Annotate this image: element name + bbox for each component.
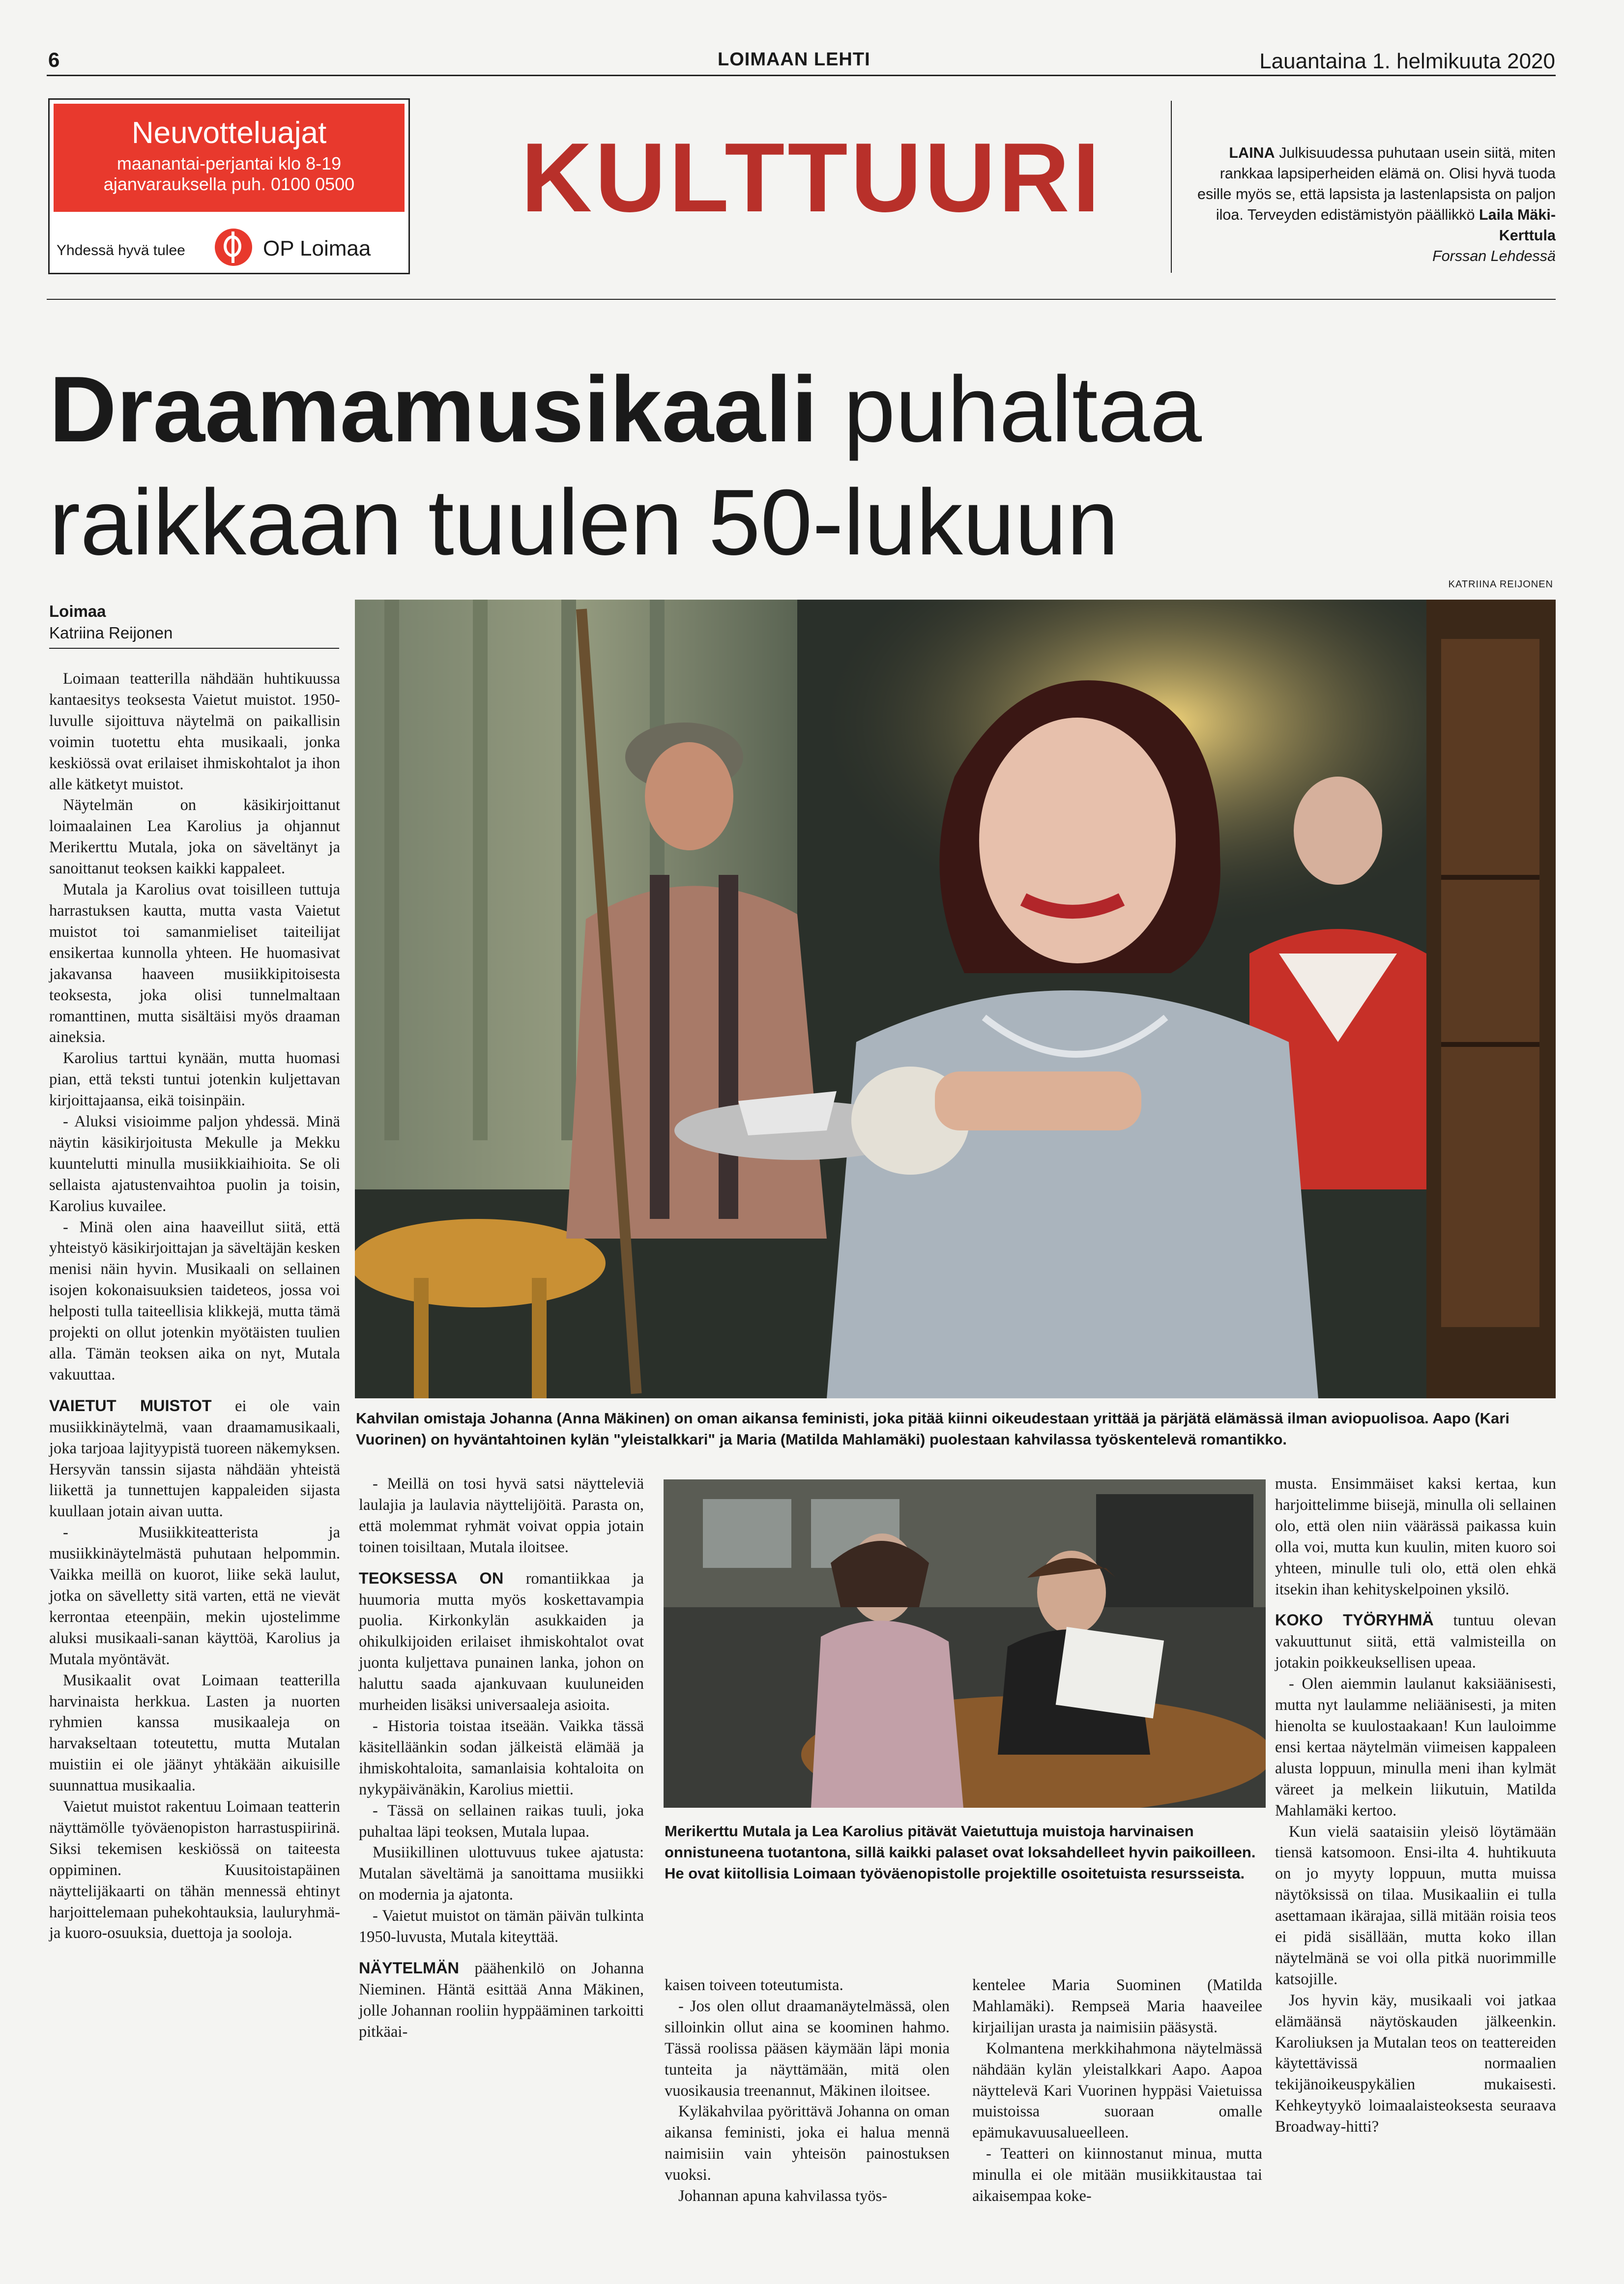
col5-lead: KOKO TYÖRYHMÄ xyxy=(1275,1611,1434,1629)
headline-line2: raikkaan tuulen 50-lukuun xyxy=(49,470,1119,575)
col4-p3: - Teatteri on kiinnostanut minua, mutta minulla ei ole mitään musiikkitaustaa tai aikaisempaa koke- xyxy=(972,2145,1262,2205)
ad-phone: ajanvarauksella puh. 0100 0500 xyxy=(103,174,355,194)
col2-p6: - Vaietut muistot on tämän päivän tulkinta 1950-luvusta, Mutala kiteyttää. xyxy=(359,1907,644,1946)
second-photo-caption: Merikerttu Mutala ja Lea Karolius pitävät Vaietuttuja muistoja harvinaisen onnistuneena tuotantona, sillä kaikki palaset ovat loksahdelleet hyvin paikoilleen. He ovat kiitollisia Loimaan työväenopistolle projektille osoitetuista resursseista. xyxy=(665,1822,1256,1882)
col1-p8: - Musiikkiteatterista ja musiikkinäytelmästä puhutaan helpommin. Vaikka meillä on kuorot, liike sekä laulut, jotka on sävelletty sitä varten, että ne vievät kerrontaa eteenpäin, mekin ujostelimme aluksi musikaali-sanan käyttöä, Karolius ja Mutala myöntävät. xyxy=(49,1524,340,1668)
col3-p2: - Jos olen ollut draamanäytelmässä, olen silloinkin ollut aina se koominen hahmo. Tässä roolissa pääsen käymään läpi monia tunteita ja näyttämään, mitä olen vuosikausia treenannut, Mäkinen iloitsee. xyxy=(665,1997,950,2100)
column-4 xyxy=(972,1975,1262,2207)
ad-red-banner xyxy=(54,104,405,212)
col5-p5: Jos hyvin käy, musikaali voi jatkaa elämäänsä näytöskauden jälkeenkin. Karoliuksen ja Mutalan teos on teattereiden käytettävissä normaalien tekijänoikeuspykälien mukaisesti. Kehkeytyykö loimaalaisteoksesta seuraava Broadway-hitti? xyxy=(1275,1991,1556,2136)
col1-p5: - Aluksi visioimme paljon yhdessä. Minä näytin käsikirjoitusta Mekulle ja Mekku kuuntelutti minulla musiikkiaihioita. Se oli sellaista ajatustenvaihtoa puolin ja toisin, Karolius kuvailee. xyxy=(49,1113,340,1215)
quote-lead: LAINA xyxy=(1229,145,1275,161)
col1-p6: - Minä olen aina haaveillut siitä, että yhteistyö käsikirjoittajan ja säveltäjän kesken menisi näin hyvin. Musikaali on sellainen isojen kokonaisuuksien taideteos, jossa voi helposti tulla taiteellisia klikkejä, mutta tämä projekti on ollut jotenkin myötäisten tuulien alla. Tämän teoksen aika on nyt, Mutala vakuuttaa. xyxy=(49,1218,340,1384)
byline-place: Loimaa xyxy=(49,602,106,620)
photo-credit: KATRIINA REIJONEN xyxy=(1448,579,1553,590)
quote-author: Laila Mäki-Kerttula xyxy=(1479,206,1556,244)
op-logo-icon xyxy=(215,229,252,266)
column-2 xyxy=(359,1474,644,2043)
col1-lead: VAIETUT MUISTOT xyxy=(49,1396,212,1415)
byline xyxy=(49,601,173,644)
second-photo xyxy=(664,1479,1266,1808)
byline-rule xyxy=(49,648,339,649)
col1-p2: Näytelmän on käsikirjoittanut loimaalainen Lea Karolius ja ohjannut Merikerttu Mutala, joka on säveltänyt ja sanoittanut teoksen kaikki kappaleet. xyxy=(49,796,340,878)
col1-p10: Vaietut muistot rakentuu Loimaan teatterin näyttämölle työväenopiston harrastuspiirinä. Siksi tekemisen keskiössä on taiteesta oppiminen. Kuusitoistapäinen näyttelijäkaarti on tähän mennessä ehtinyt harjoittelemaan puhekohtauksia, lauluryhmä- ja kuoro-osuuksia, duettoja ja sooloja. xyxy=(49,1798,340,1942)
col5-p3: - Olen aiemmin laulanut kaksiäänisesti, mutta nyt laulamme neliäänisesti, ja miten hienolta se kuulostaakaan! Kun lauloimme ensi kertaa näytelmän viimeisen kappaleen alusta loppuun, minulla meni ihan kylmät väreet ja melkein liikutuin, Matilda Mahlamäki kertoo. xyxy=(1275,1675,1556,1820)
col3-p1: kaisen toiveen toteutumista. xyxy=(665,1976,843,1994)
column-3 xyxy=(665,1975,950,2207)
col2-lead: TEOKSESSA ON xyxy=(359,1569,504,1587)
col3-p4: Johannan apuna kahvilassa työs- xyxy=(678,2187,888,2205)
col5-p2: tuntuu olevan vakuuttunut siitä, että valmisteilla on jotakin poikkeuksellisen upeaa. xyxy=(1275,1612,1557,1672)
ad-brand: OP Loimaa xyxy=(263,236,371,260)
col5-p4: Kun vielä saataisiin yleisö löytämään tiensä katsomoon. Ensi-ilta 4. huhtikuuta on jo myyty loppuun, mutta muissa näytöksissä on tilaa. Musikaaliin ei tulla asettamaan ikärajaa, sillä mitään roisia teos ei pidä sisällään, mutta koko illan näytelmänä se voi olla pitkä nuorimmille katsojille. xyxy=(1275,1822,1556,1988)
headline-bold: Draamamusikaali xyxy=(49,357,818,462)
col1-p4: Karolius tarttui kynään, mutta huomasi pian, että teksti tuntui jotenkin kuljettavan kirjoittajaansa, eikä toisinpäin. xyxy=(49,1049,340,1110)
section-divider xyxy=(1171,101,1172,273)
col1-p7: ei ole vain musiikkinäytelmä, vaan draamamusikaali, joka tarjoaa lajityypistä tuoreen näkemyksen. Hersyvän tanssin sijasta nähdään yhteistä liikettä ja tunnettujen kappaleiden sijasta kuullaan jotain aivan uutta. xyxy=(49,1397,341,1521)
quote-box xyxy=(1189,143,1556,266)
col2-p2: romantiikkaa ja huumoria mutta myös koskettavampia puolia. Kirkonkylän asukkaiden ja ohikulkijoiden erilaiset ihmiskohtalot ovat juonta kuljettava punainen lanka, johon on haluttu saada ajankuvaan kuuluneiden murheiden lisäksi universaaleja asioita. xyxy=(359,1569,644,1714)
ad-title: Neuvotteluajat xyxy=(131,116,327,150)
col2-p7: päähenkilö on Johanna Nieminen. Häntä esittää Anna Mäkinen, jolle Johannan rooliin hyppääminen tarkoitti pitkäai- xyxy=(359,1959,644,2041)
quote-text: Julkisuudessa puhutaan usein siitä, miten rankkaa lapsiperheiden elämä on. Olisi hyvä tuoda esille myös se, että lapsista ja lastenlapsista on paljon iloa. Terveyden edistämistyön päällikkö xyxy=(1197,145,1556,223)
main-photo-caption: Kahvilan omistaja Johanna (Anna Mäkinen) on oman aikansa feministi, joka pitää kiinni oikeudestaan yrittää ja pärjätä elämässä ilman aviopuolisoa. Aapo (Kari Vuorinen) on hyväntahtoinen kylän "yleistalkkari" ja Maria (Matilda Mahlamäki) puolestaan kahvilassa työskentelevä romantikko. xyxy=(356,1410,1509,1448)
section-title: KULTTUURI xyxy=(521,123,1103,232)
headline-rest: puhaltaa xyxy=(843,357,1202,462)
column-1 xyxy=(49,668,340,1944)
col4-p1: kentelee Maria Suominen (Matilda Mahlamäki). Rempseä Maria haaveilee kirjailijan urasta ja naimisiin pääsystä. xyxy=(972,1976,1262,2036)
col2-lead-2: NÄYTELMÄN xyxy=(359,1959,460,1977)
col1-p3: Mutala ja Karolius ovat toisilleen tuttuja harrastuksen kautta, mutta vasta Vaietut muistot toi samanmieliset taiteilijat ensikertaa kunnolla yhteen. He huomasivat jakavansa haaveen musiikkipitoisesta teoksesta, joka olisi tunnelmaltaan romanttinen, mutta sisältäisi myös draaman aineksia. xyxy=(49,881,340,1046)
column-5 xyxy=(1275,1474,1556,2138)
ad-hours: maanantai-perjantai klo 8-19 xyxy=(116,153,342,173)
top-section-rule xyxy=(47,299,1556,300)
byline-author: Katriina Reijonen xyxy=(49,624,173,642)
page-number: 6 xyxy=(48,48,60,71)
col2-p4: - Tässä on sellainen raikas tuuli, joka puhaltaa läpi teoksen, Mutala lupaa. xyxy=(359,1801,644,1841)
col2-p5: Musiikillinen ulottuvuus tukee ajatusta: Mutalan säveltämä ja sanoittama musiikki on modernia ja ajatonta. xyxy=(359,1844,644,1904)
ad-slogan: Yhdessä hyvä tulee xyxy=(57,242,185,259)
issue-date: Lauantaina 1. helmikuuta 2020 xyxy=(1259,49,1555,73)
headline xyxy=(49,353,1202,579)
col1-p9: Musikaalit ovat Loimaan teatterilla harvinaista herkkua. Lasten ja nuorten ryhmien kanssa musikaaleja on harvakseltaan toteutettu, mutta Mutalan muistiin ei ole jäänyt yhtäkään aikuisille suunnattua musikaalia. xyxy=(49,1671,340,1795)
main-photo xyxy=(355,600,1556,1398)
quote-source: Forssan Lehdessä xyxy=(1432,248,1556,264)
op-advertisement xyxy=(48,98,410,274)
col2-p1: - Meillä on tosi hyvä satsi näytteleviä laulajia ja laulavia näyttelijöitä. Parasta on, että molemmat ryhmät voivat oppia jotain toinen toisiltaan, Mutala iloitsee. xyxy=(359,1475,644,1556)
header-rule xyxy=(47,75,1556,76)
col1-p1: Loimaan teatterilla nähdään huhtikuussa kantaesitys teoksesta Vaietut muistot. 1950-luvulle sijoittuva näytelmä on paikallisin voimin tuotettu ehta musikaali, jonka keskiössä ovat erilaiset ihmiskohtalot ja ihon alle kätketyt muistot. xyxy=(49,670,340,793)
masthead: LOIMAAN LEHTI xyxy=(718,49,870,70)
col2-p3: - Historia toistaa itseään. Vaikka tässä käsitelläänkin sodan jälkeistä elämää ja ihmiskohtaloita, samanlaisia kohtaloita on nykypäivänäkin, Karolius miettii. xyxy=(359,1717,644,1798)
col5-p1: musta. Ensimmäiset kaksi kertaa, kun harjoittelimme biisejä, minulla oli sellainen olo, että olen niin väärässä paikassa kuin olla voi, mutta kun kuulin, miten kuoro soi yhteen, minulle tuli olo, että olen ehkä itsekin ihan kehityskelpoinen yksilö. xyxy=(1275,1475,1556,1598)
col4-p2: Kolmantena merkkihahmona näytelmässä nähdään kylän yleistalkkari Aapo. Aapoa näyttelevä Kari Vuorinen hyppäsi Vaietuissa muistoissa suoraan omalle epämukavuusalueelleen. xyxy=(972,2039,1262,2142)
col3-p3: Kyläkahvilaa pyörittävä Johanna on oman aikansa feministi, joka ei halua mennä naimisiin vain yhteisön painostuksen vuoksi. xyxy=(665,2103,950,2184)
